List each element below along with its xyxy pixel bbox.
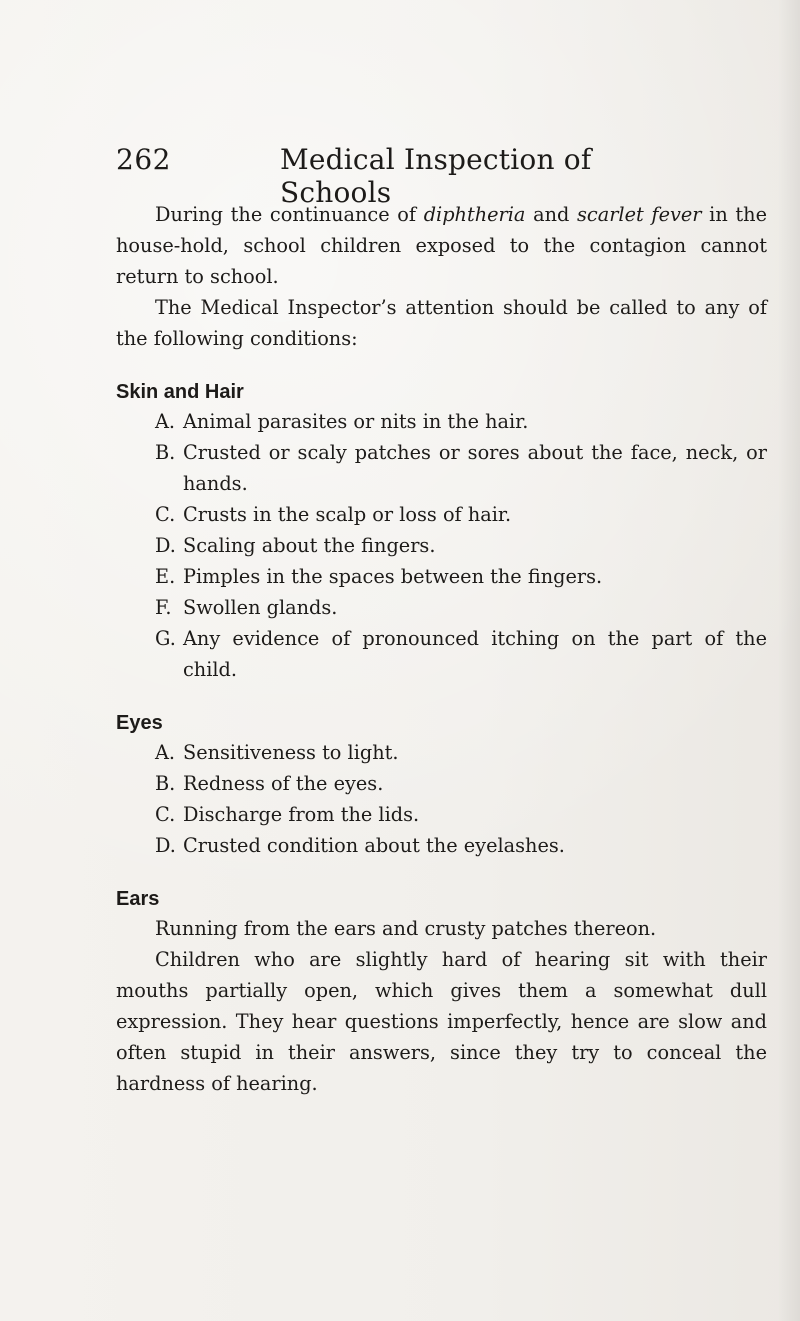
- intro-text-and: and: [525, 203, 578, 226]
- page-edge-shadow: [778, 0, 800, 1321]
- eyes-item-d: [155, 830, 767, 861]
- item-letter: F.: [155, 596, 172, 619]
- item-text: Crusts in the scalp or loss of hair.: [183, 503, 512, 526]
- item-text: Crusted or scaly patches or sores about the face, neck, or hands.: [183, 441, 767, 495]
- skin-item-f: [155, 592, 767, 623]
- scarlet-fever-term: scarlet fever: [577, 203, 702, 226]
- item-letter: G.: [155, 627, 176, 650]
- diphtheria-term: diphtheria: [423, 203, 526, 226]
- item-letter: A.: [155, 741, 176, 764]
- item-text: Any evidence of pronounced itching on the part of the child.: [183, 627, 767, 681]
- item-letter: C.: [155, 503, 176, 526]
- skin-and-hair-section: [116, 378, 767, 685]
- page-content: [116, 199, 767, 1099]
- page-number: 262: [116, 143, 171, 176]
- intro-text-start: During the continuance of: [155, 203, 424, 226]
- eyes-item-c: [155, 799, 767, 830]
- eyes-section: [116, 709, 767, 861]
- skin-item-b: [155, 437, 767, 499]
- page-title: Medical Inspection of Schools: [280, 143, 592, 209]
- item-text: Scaling about the fingers.: [183, 534, 436, 557]
- eyes-heading: Eyes: [116, 712, 163, 734]
- item-text: Crusted condition about the eyelashes.: [183, 834, 565, 857]
- running-head: [116, 143, 656, 209]
- ears-heading: Ears: [116, 888, 160, 910]
- eyes-item-b: [155, 768, 767, 799]
- skin-item-d: [155, 530, 767, 561]
- ears-paragraph: Children who are slightly hard of hearing sit with their mouths partially open, which gives them a somewhat dull expression. They hear questions imperfectly, hence are slow and often stupid in their answers, since they try to conceal the hardness of hearing.: [116, 948, 767, 1095]
- skin-item-c: [155, 499, 767, 530]
- item-text: Pimples in the spaces between the fingers.: [183, 565, 603, 588]
- item-text: Swollen glands.: [183, 596, 338, 619]
- item-letter: B.: [155, 441, 176, 464]
- item-letter: A.: [155, 410, 176, 433]
- item-letter: D.: [155, 534, 176, 557]
- skin-item-a: [155, 406, 767, 437]
- item-letter: D.: [155, 834, 176, 857]
- item-text: Sensitiveness to light.: [183, 741, 399, 764]
- item-letter: C.: [155, 803, 176, 826]
- skin-and-hair-heading: Skin and Hair: [116, 381, 244, 403]
- intro-paragraph-1: [116, 199, 767, 292]
- intro-paragraph-2: The Medical Inspector’s attention should be called to any of the following conditions:: [116, 296, 767, 350]
- eyes-item-a: [155, 737, 767, 768]
- item-text: Redness of the eyes.: [183, 772, 384, 795]
- item-letter: E.: [155, 565, 176, 588]
- item-text: Animal parasites or nits in the hair.: [183, 410, 529, 433]
- skin-item-g: [155, 623, 767, 685]
- intro-text-end: in the house-hold, school children exposed to the contagion cannot return to school.: [116, 203, 767, 288]
- item-letter: B.: [155, 772, 176, 795]
- ears-line-1: Running from the ears and crusty patches thereon.: [155, 917, 657, 940]
- skin-item-e: [155, 561, 767, 592]
- ears-section: [116, 885, 767, 1099]
- item-text: Discharge from the lids.: [183, 803, 420, 826]
